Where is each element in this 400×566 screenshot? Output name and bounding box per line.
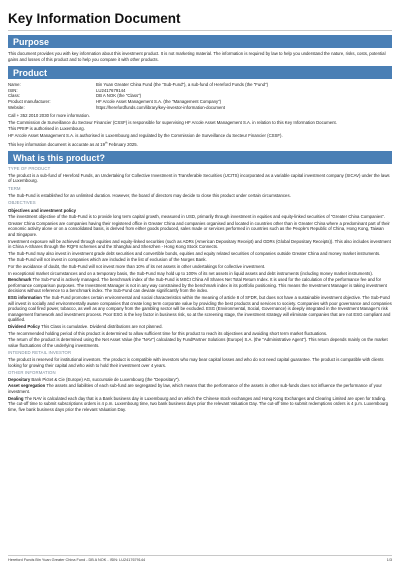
- depositary-text: Bank Pictet & Cie (Europe) AG, succursale de Luxembourg (the "Depositary").: [30, 376, 180, 382]
- product-call: Call + 352 2010 2030 for more information.: [8, 113, 90, 119]
- product-priip: This PRIIP is authorised in Luxembourg.: [8, 126, 85, 132]
- product-authorised: HF Arcole Asset Management S.A. is authorised in Luxembourg and regulated by the Commission de Surveillance du Secteur Financier (CSSF).: [8, 132, 283, 138]
- objective-paragraph: The Sub-Fund may also invest in investment grade debt securities and convertible bonds, equities and equity related securities of companies outside Greater China and money market instruments.: [8, 250, 381, 256]
- esg-label: ESG information: [8, 295, 42, 300]
- accuracy-sup: th: [104, 140, 108, 145]
- accuracy-prefix: This key information document is accurate as at 19: [8, 141, 105, 147]
- section-header-what: What is this product?: [8, 151, 392, 164]
- benchmark-label: Benchmark: [8, 277, 32, 283]
- product-website-link[interactable]: https://herefordfunds.com/library/key-investor-information-document: [96, 104, 225, 110]
- product-row-value: Bin Yuan Greater China Fund (the "Sub-Fund"), a sub-fund of Hereford Funds (the "Fund"): [96, 82, 269, 88]
- accuracy-suffix: February 2025.: [107, 141, 138, 147]
- product-row-key: Website:: [8, 104, 25, 110]
- purpose-text: This document provides you with key information about this investment product. It is not marketing material. The information is required by law to help you understand the nature, risks, costs, potential gains and losses of this product and to help you compare it with other products.: [8, 51, 386, 62]
- label-term: TERM: [8, 185, 21, 191]
- dealing-paragraph: [8, 396, 392, 413]
- product-details: [8, 82, 392, 110]
- document-title: Key Information Document: [8, 11, 392, 31]
- dealing-text: The NAV is calculated each day that is a Bank business day in Luxembourg and on which the Chinese stock exchanges and Hong Kong Exchanges and Clearing Limited are open for trading. The cut-off time to submit subscriptions orders is 4 p.m. Luxembourg time, two bank business days prior the relevant Valuation Day. The cut-off time to submit redemptions orders is 4 p.m. Luxembourg time, five bank business days prior the relevant Valuation Day.: [8, 395, 389, 412]
- section-header-product: Product: [8, 66, 392, 79]
- depositary-label: Depositary: [8, 376, 31, 382]
- product-row-website: [8, 105, 392, 111]
- asset-segregation-paragraph: [8, 383, 392, 394]
- label-type-of-product: TYPE OF PRODUCT: [8, 166, 51, 172]
- objective-paragraph: In exceptional market circumstances and on a temporary basis, the Sub-Fund may hold up to 100% of its net assets in liquid assets and debt instruments (including money market instruments).: [8, 270, 373, 276]
- esg-text: The Sub-Fund promotes certain environmental and social characteristics within the meaning of article 8 of SFDR, but does not have a sustainable investment objective. The Sub-Fund will invest in socially and environmentally aware companies that create long term corporate value by providing the best products and services to society. Companies with poor governance and companies producing coal fired power, tobacco, as well as any company from the gambling sector will be excluded. ESG (Environmental, Social, Governance) is deeply integrated in the Investment Manager's risk management framework and investment process. Poor ESG is the key factor in business risk, so at the screening stage, the investment strategy will eliminate companies that are not ESG compliant and qualified.: [8, 295, 392, 323]
- return-paragraph: The return of the product is determined using the Net Asset Value (the "NAV") calculated by FundPartner Solutions (Europe) S.A. (the "Administrative Agent"). This return depends mainly on the market value fluctuations of the underlying investments.: [8, 337, 388, 348]
- section-header-purpose: Purpose: [8, 35, 392, 48]
- dividend-label: Dividend Policy: [8, 323, 40, 329]
- page-footer: [8, 555, 392, 562]
- footer-page-number: 1/3: [386, 558, 392, 562]
- objective-paragraph: For the avoidance of doubt, the Sub-Fund will not invest more than 10% of its net assets in other undertakings for collective investment.: [8, 264, 266, 270]
- label-objectives: OBJECTIVES: [8, 200, 36, 206]
- product-row-key: ISIN:: [8, 87, 18, 93]
- term-text: The Sub-Fund is established for an unlimited duration. However, the board of directors may decide to close this product under certain circumstances.: [8, 192, 291, 198]
- type-text: The product is a sub-fund of Hereford Funds, an Undertaking for Collective Investment in Transferable Securities (UCITS) incorporated as a variable capital investment company (SICAV) under the laws of Luxembourg.: [8, 172, 390, 184]
- esg-paragraph: [8, 295, 392, 323]
- asset-segregation-label: Asset segregation: [8, 383, 46, 389]
- benchmark-paragraph: [8, 277, 392, 294]
- holding-paragraph: The recommended holding period of this product is determined to allow sufficient time for this product to reach its objectives and avoiding short term market fluctuations.: [8, 330, 328, 336]
- objectives-subheading: Objectives and investment policy: [8, 207, 77, 213]
- asset-segregation-text: The assets and liabilities of each sub-fund are segregated by law, which means that the performance of the assets in other sub-funds does not influence the performance of your investment.: [8, 383, 382, 394]
- product-row-value: LU2417679144: [96, 87, 126, 93]
- dividend-text: This Class is cumulative. Dividend distributions are not planned.: [40, 323, 163, 329]
- dividend-paragraph: [8, 324, 392, 330]
- objective-paragraph: Investment exposure will be achieved through equities and equity-linked securities (such as ADRs (American Depositary Receipt) and GDRs (Global Depositary Receipts)). This also includes investment in China A-Shares through the RQFII schemes and the Shanghai and Shenzhen - Hong Kong Stock Connects.: [8, 238, 391, 250]
- retail-paragraph: The product is reserved for institutional investors. The product is compatible with investors who may bear capital losses and who do not need capital guarantee. The product is compatible with clients looking for growing their capital and who wish to hold their investment over 4 years.: [8, 356, 384, 368]
- label-other-information: OTHER INFORMATION: [8, 370, 56, 376]
- product-cssf: The Commission de Surveillance du Secteur Financier (CSSF) is responsible for supervising HF Arcole Asset Management S.A. in relation to this Key Information Document.: [8, 119, 337, 125]
- product-row-key: Name:: [8, 82, 21, 88]
- objective-paragraph: The Sub-Fund will not invest in companies which are included in the list of exclusion of the Norges Bank.: [8, 257, 207, 263]
- footer-document-id: Hereford Funds Bin Yuan Greater China Fund - DB A NOK - ISIN: LU2417679144: [8, 558, 146, 562]
- depositary-paragraph: [8, 377, 392, 383]
- objective-paragraph: The investment objective of the Sub-Fund is to provide long term capital growth, measured in USD, primarily through investment in equities and equity-linked securities of "Greater China Companies".: [8, 214, 386, 220]
- dealing-label: Dealing: [8, 395, 24, 401]
- product-accuracy-date: [8, 142, 392, 148]
- product-row-key: Product manufacturer:: [8, 98, 51, 104]
- product-row-value: HF Arcole Asset Management S.A. (the "Management Company"): [96, 98, 222, 104]
- label-intended-retail-investor: INTENDED RETAIL INVESTOR: [8, 350, 72, 356]
- product-row-key: Class:: [8, 93, 20, 99]
- objective-paragraph: Greater China Companies are companies having their registered office in Greater China and companies organised and located in countries other than in Greater China where a predominant part of their economic activity alone or on a consolidated basis, is derived from either goods produced, sales made or services performed in countries such as the People's Republic of China, Hong Kong, Taiwan and Singapore.: [8, 220, 390, 238]
- benchmark-text: The Sub-Fund is actively managed. The benchmark index of the Sub-Fund is MSCI China All Shares Net Total Return Index. It is used for the calculation of the performance fee and for performance comparison purposes. The Investment Manager is not in any way constrained by the benchmark index in its portfolio positioning. This means the Investment Manager is taking investment decisions without reference to a benchmark index. The Sub-Fund can deviate significantly from the index.: [8, 277, 387, 294]
- product-row-value: DB A NOK (the "Class"): [96, 93, 142, 99]
